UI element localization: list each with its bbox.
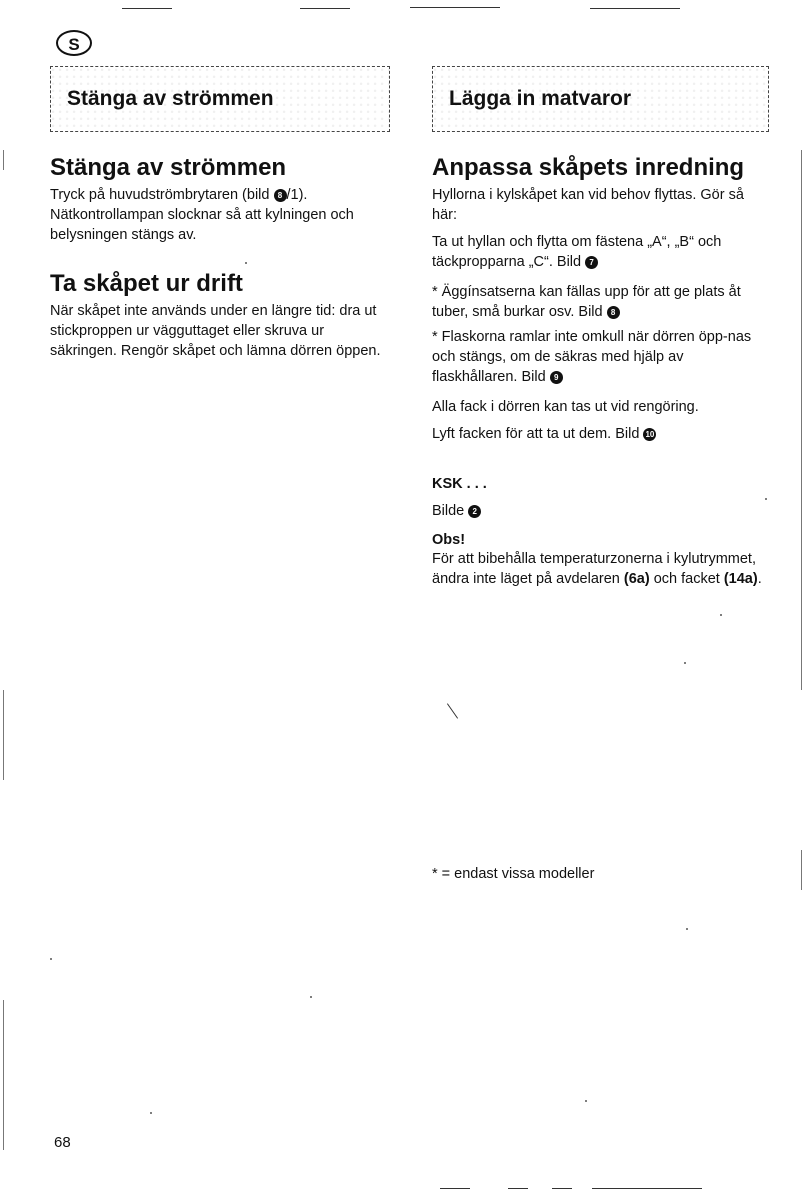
scan-rule xyxy=(590,8,680,9)
section-header-left-label: Stänga av strömmen xyxy=(67,87,274,110)
heading-power-off: Stänga av strömmen xyxy=(50,154,287,181)
scan-rule xyxy=(300,8,350,9)
para-text: . xyxy=(757,571,762,587)
section-header-right-label: Lägga in matvaror xyxy=(449,87,632,110)
page-number: 68 xyxy=(54,1134,71,1151)
section-header-right xyxy=(432,66,769,132)
para-door-racks: Alla fack i dörren kan tas ut vid rengöring. xyxy=(432,399,699,415)
para-egg-insert xyxy=(432,282,772,322)
figure-ref-badge: 2 xyxy=(468,505,481,518)
scan-rule xyxy=(508,1188,528,1189)
scan-speck xyxy=(50,958,52,960)
para-text: Bilde xyxy=(432,503,469,519)
scan-speck xyxy=(310,996,312,998)
para-text: Nätkontrollampan slocknar så att kylningen och belysningen stängs av. xyxy=(50,207,354,243)
scan-speck xyxy=(686,928,688,930)
para-bottles xyxy=(432,327,772,387)
scan-speck xyxy=(585,1100,587,1102)
para-decommission: När skåpet inte används under en längre tid: dra ut stickproppen ur vägguttaget eller skruva ur säkringen. Rengör skåpet och lämna dörren öppen. xyxy=(50,303,381,359)
para-text: * Äggínsatserna kan fällas upp för att ge plats åt tuber, små burkar osv. Bild xyxy=(432,284,741,320)
para-intro: Hyllorna i kylskåpet kan vid behov flyttas. Gör så här: xyxy=(432,187,744,223)
scan-speck xyxy=(684,662,686,664)
scan-mark xyxy=(447,703,458,718)
scan-edge-line xyxy=(3,150,4,170)
heading-decommission: Ta skåpet ur drift xyxy=(50,270,243,297)
para-text: Ta ut hyllan och flytta om fästena „A“, „B“ och täckpropparna „C“. Bild xyxy=(432,234,722,270)
scan-speck xyxy=(245,262,247,264)
scan-edge-line xyxy=(3,1000,4,1150)
para-text: Lyft facken för att ta ut dem. Bild xyxy=(432,426,644,442)
para-text-bold: (6a) xyxy=(623,571,650,587)
model-label: KSK . . . xyxy=(432,476,487,492)
scan-speck xyxy=(150,1112,152,1114)
language-badge: S xyxy=(56,30,92,56)
obs-title: Obs! xyxy=(432,532,466,548)
scan-rule xyxy=(410,7,500,8)
scan-speck xyxy=(720,614,722,616)
scan-speck xyxy=(765,498,767,500)
para-text: För att bibehålla temperaturzonerna i kylutrymmet, ändra inte läget på avdelaren xyxy=(432,551,756,587)
figure-ref-badge: 9 xyxy=(550,371,563,384)
para-shelves xyxy=(432,232,772,272)
para-text: * Flaskorna ramlar inte omkull när dörren öpp-nas och stängs, om de säkras med hjälp av flaskhållaren. Bild xyxy=(432,329,752,385)
para-text: /1). xyxy=(286,187,308,203)
footnote: * = endast vissa modeller xyxy=(432,866,595,882)
scan-rule xyxy=(122,8,172,9)
scan-edge-line xyxy=(801,150,802,690)
para-bilde xyxy=(432,501,772,521)
figure-ref-badge: 7 xyxy=(585,256,598,269)
para-power-off xyxy=(50,185,390,245)
para-text: Tryck på huvudströmbrytaren (bild xyxy=(50,187,274,203)
scan-rule xyxy=(552,1188,572,1189)
section-header-left xyxy=(50,66,390,132)
para-obs xyxy=(432,549,772,589)
figure-ref-badge: 10 xyxy=(643,428,656,441)
scan-edge-line xyxy=(3,690,4,780)
heading-adjust-interior: Anpassa skåpets inredning xyxy=(432,154,745,181)
figure-ref-badge: 8 xyxy=(274,189,287,202)
para-lift-racks xyxy=(432,424,772,444)
para-text: och facket xyxy=(649,571,724,587)
scan-edge-line xyxy=(801,850,802,890)
para-text-bold: (14a) xyxy=(723,571,758,587)
scan-rule xyxy=(440,1188,470,1189)
scan-rule xyxy=(592,1188,702,1189)
figure-ref-badge: 8 xyxy=(607,306,620,319)
